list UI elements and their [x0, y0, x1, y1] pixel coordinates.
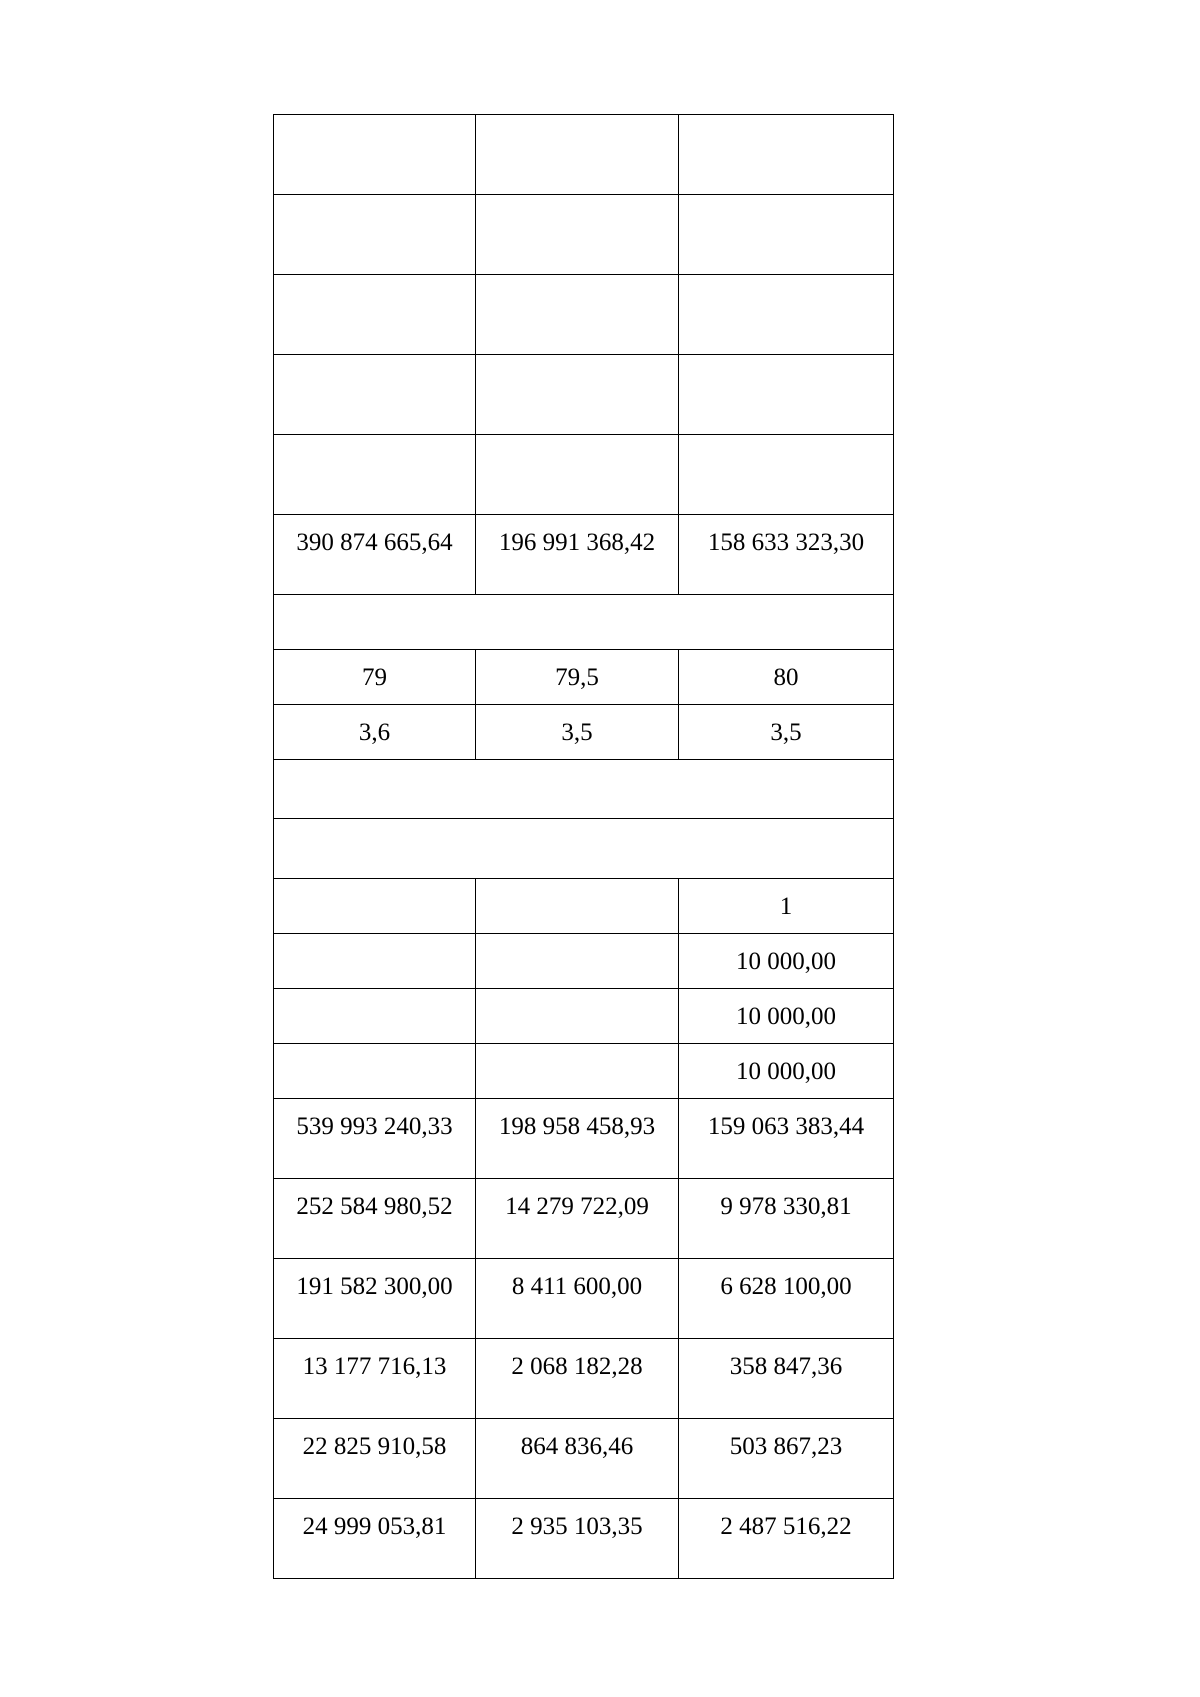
table-cell	[679, 435, 894, 515]
table-cell	[476, 435, 679, 515]
table-cell	[476, 195, 679, 275]
table-row	[274, 115, 894, 195]
table-row	[274, 195, 894, 275]
table-cell: 2 487 516,22	[679, 1499, 894, 1579]
table-cell	[274, 934, 476, 989]
table-row-merged	[274, 760, 894, 819]
table-cell: 3,5	[679, 705, 894, 760]
table-cell	[476, 879, 679, 934]
table-cell: 2 068 182,28	[476, 1339, 679, 1419]
table-cell: 8 411 600,00	[476, 1259, 679, 1339]
table-cell	[679, 355, 894, 435]
table-cell: 158 633 323,30	[679, 515, 894, 595]
table-cell: 14 279 722,09	[476, 1179, 679, 1259]
table-row	[274, 650, 894, 705]
table-cell: 539 993 240,33	[274, 1099, 476, 1179]
table-row	[274, 879, 894, 934]
table-row	[274, 515, 894, 595]
table-cell	[476, 1044, 679, 1099]
table-cell: 864 836,46	[476, 1419, 679, 1499]
table-cell	[274, 355, 476, 435]
table-cell: 503 867,23	[679, 1419, 894, 1499]
table-cell	[476, 275, 679, 355]
table-cell-merged	[274, 819, 894, 879]
table-cell: 390 874 665,64	[274, 515, 476, 595]
table-cell: 3,6	[274, 705, 476, 760]
table-row	[274, 1419, 894, 1499]
data-table	[273, 114, 894, 1579]
table-cell-merged	[274, 760, 894, 819]
table-cell: 358 847,36	[679, 1339, 894, 1419]
table-cell-merged	[274, 595, 894, 650]
table-cell: 79,5	[476, 650, 679, 705]
table-cell: 80	[679, 650, 894, 705]
table-cell: 22 825 910,58	[274, 1419, 476, 1499]
table-row-merged	[274, 819, 894, 879]
table-cell: 3,5	[476, 705, 679, 760]
table-row	[274, 355, 894, 435]
table-row	[274, 934, 894, 989]
table-cell	[274, 115, 476, 195]
table-cell: 9 978 330,81	[679, 1179, 894, 1259]
table-cell	[274, 435, 476, 515]
table-cell: 196 991 368,42	[476, 515, 679, 595]
table-cell: 159 063 383,44	[679, 1099, 894, 1179]
table-cell: 79	[274, 650, 476, 705]
table-cell: 191 582 300,00	[274, 1259, 476, 1339]
table-cell	[679, 275, 894, 355]
table-cell	[274, 275, 476, 355]
table-cell	[476, 934, 679, 989]
table-row-merged	[274, 595, 894, 650]
table-cell: 10 000,00	[679, 934, 894, 989]
table-cell: 198 958 458,93	[476, 1099, 679, 1179]
table-cell	[274, 1044, 476, 1099]
table-row	[274, 1499, 894, 1579]
table-cell	[476, 115, 679, 195]
table-cell: 13 177 716,13	[274, 1339, 476, 1419]
table-cell: 24 999 053,81	[274, 1499, 476, 1579]
table-row	[274, 275, 894, 355]
table-cell	[476, 989, 679, 1044]
table-row	[274, 435, 894, 515]
table-cell	[679, 195, 894, 275]
table-cell: 2 935 103,35	[476, 1499, 679, 1579]
table-row	[274, 1259, 894, 1339]
table-cell	[274, 195, 476, 275]
table-row	[274, 989, 894, 1044]
table-cell: 6 628 100,00	[679, 1259, 894, 1339]
table-cell: 10 000,00	[679, 1044, 894, 1099]
table-row	[274, 1099, 894, 1179]
table-cell: 252 584 980,52	[274, 1179, 476, 1259]
table-cell: 10 000,00	[679, 989, 894, 1044]
table-cell: 1	[679, 879, 894, 934]
table-cell	[274, 879, 476, 934]
table-row	[274, 705, 894, 760]
table-row	[274, 1339, 894, 1419]
table-cell	[476, 355, 679, 435]
table-cell	[274, 989, 476, 1044]
table-cell	[679, 115, 894, 195]
table-row	[274, 1179, 894, 1259]
table-row	[274, 1044, 894, 1099]
